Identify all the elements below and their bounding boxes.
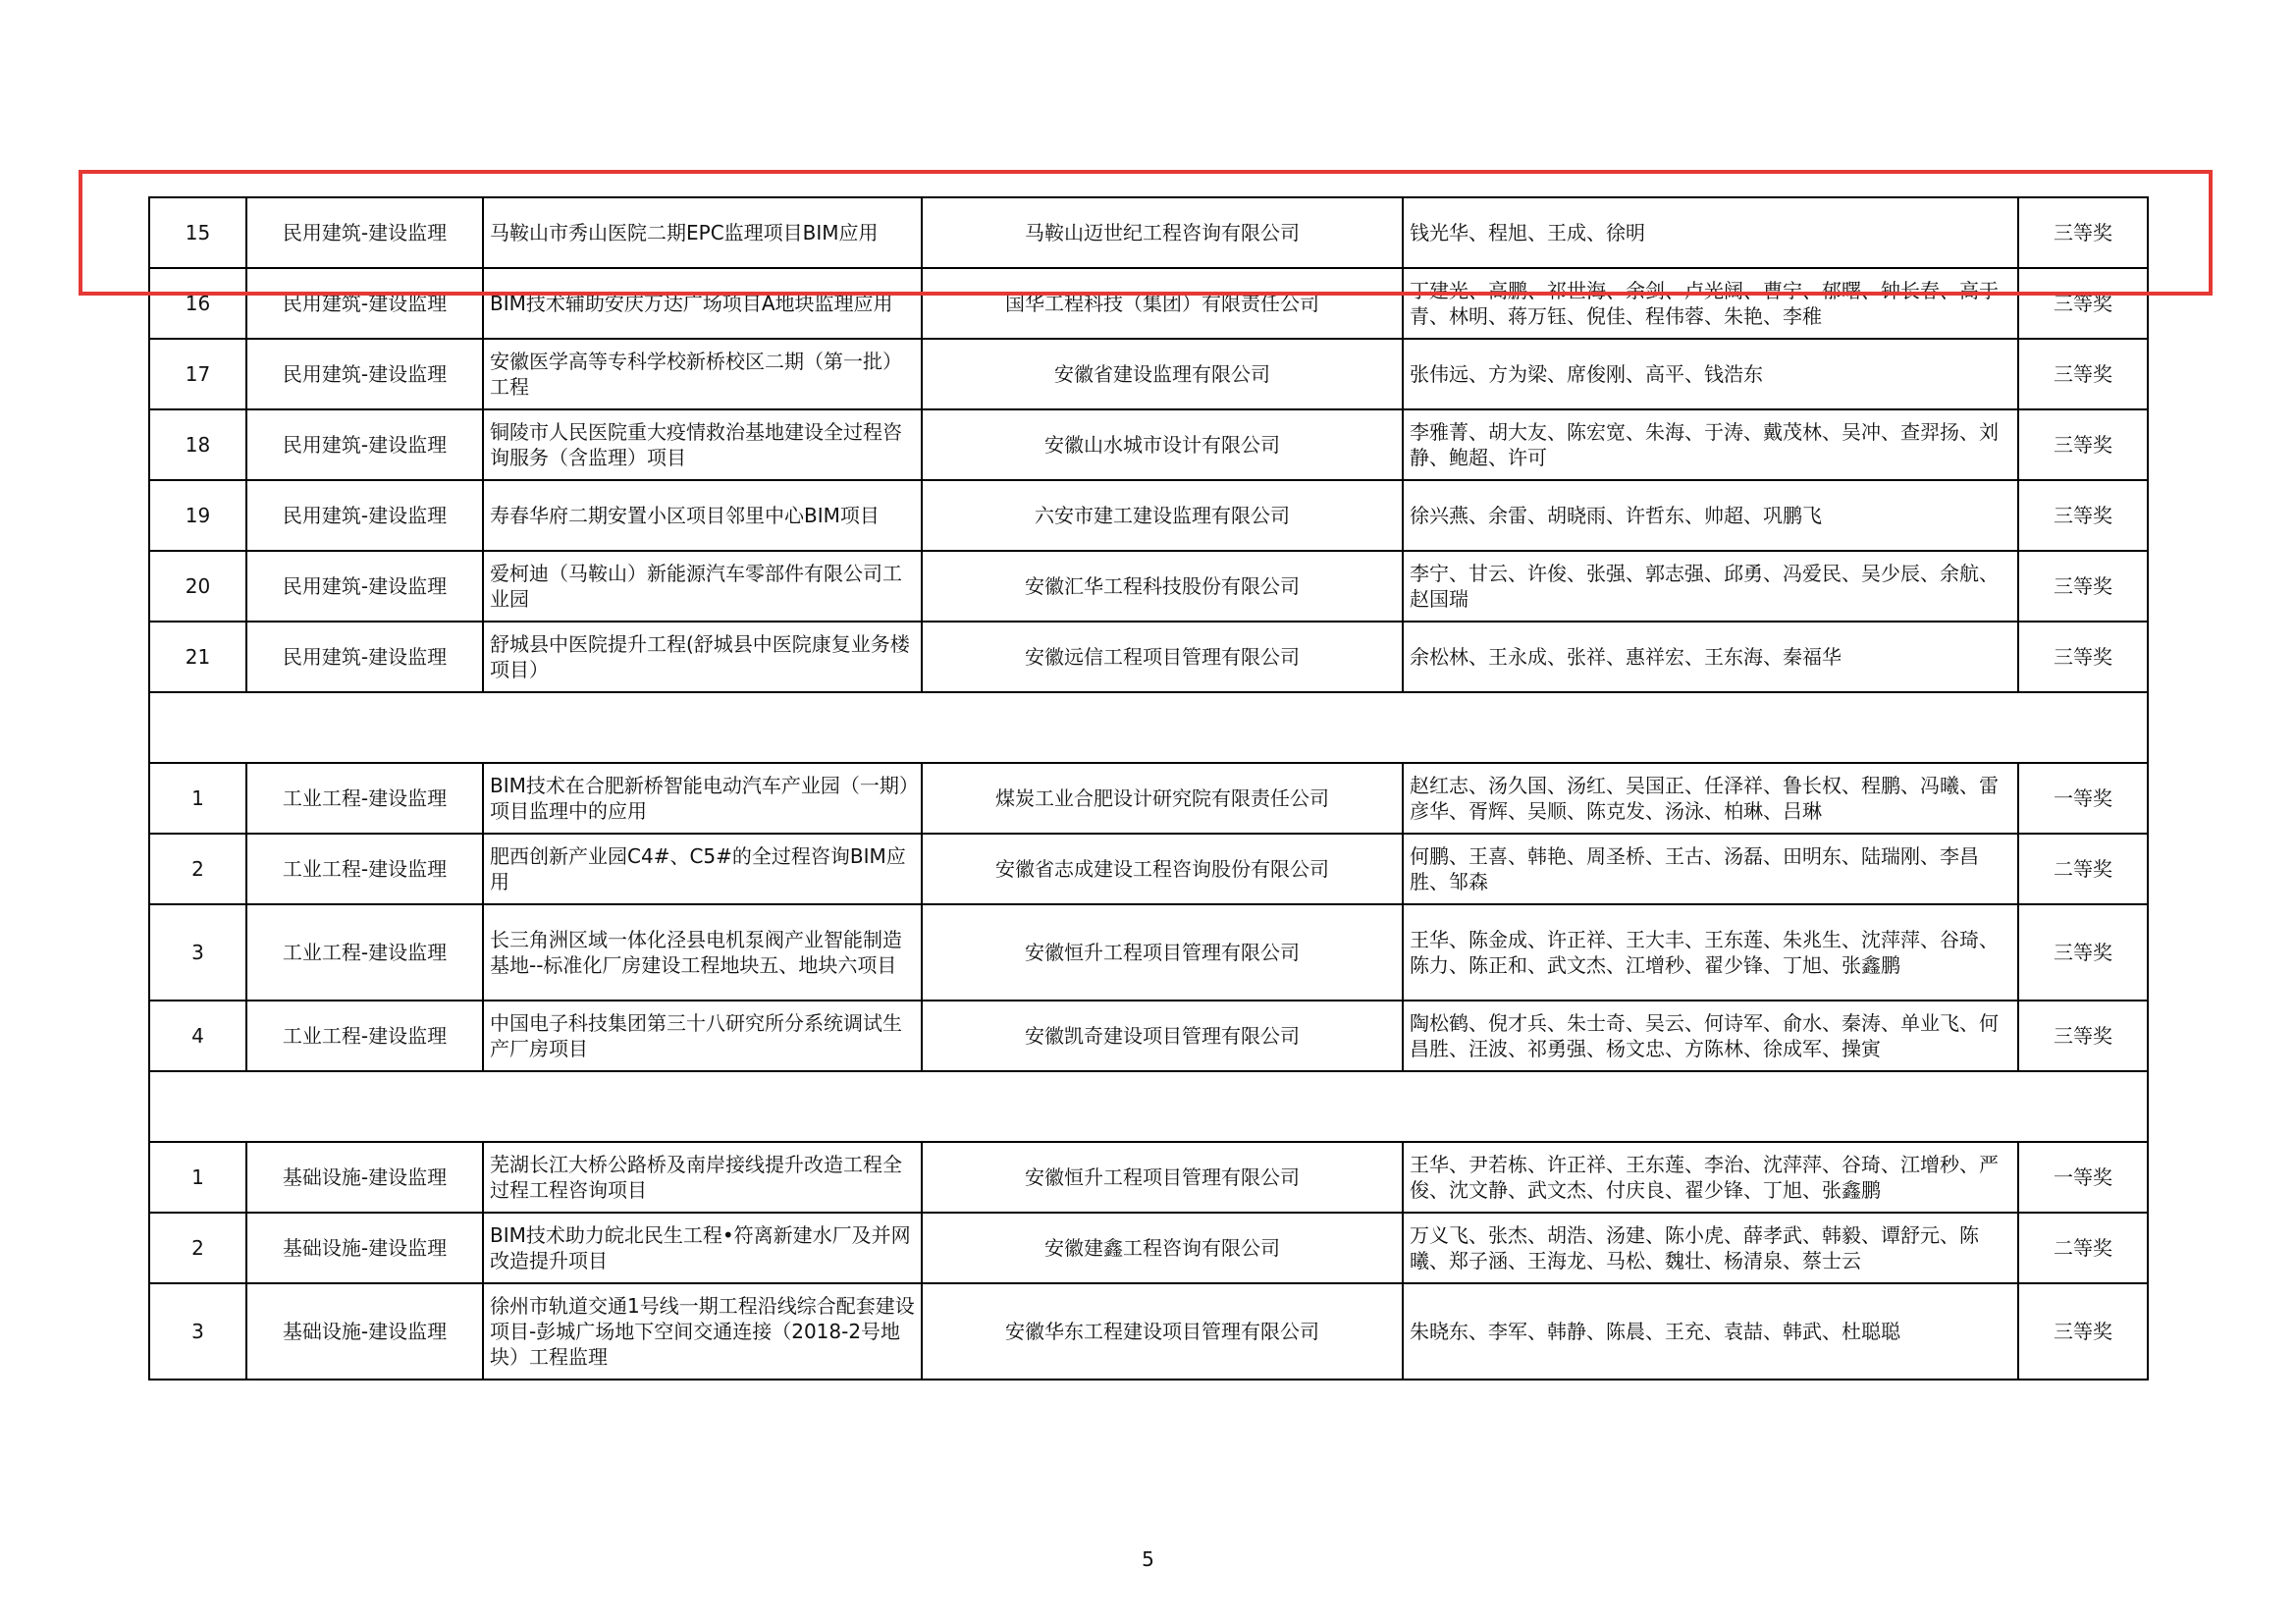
award-level-cell: 三等奖 [2018,904,2148,1001]
award-level-cell: 一等奖 [2018,763,2148,834]
award-level-cell: 三等奖 [2018,197,2148,268]
project-name-cell: BIM技术辅助安庆万达广场项目A地块监理应用 [483,268,922,339]
row-number: 16 [149,268,246,339]
award-level-cell: 三等奖 [2018,268,2148,339]
category-cell: 民用建筑-建设监理 [246,268,483,339]
members-cell: 丁建光、高鹏、祁世海、余剑、卢光阔、曹宁、郁曙、钟长春、高于青、林明、蒋万钰、倪佳、程伟蓉、朱艳、李稚 [1403,268,2018,339]
members-cell: 朱晓东、李军、韩静、陈晨、王充、袁喆、韩武、杜聪聪 [1403,1283,2018,1380]
row-number: 2 [149,834,246,904]
table-row [149,1213,2148,1283]
organization-cell: 马鞍山迈世纪工程咨询有限公司 [922,197,1403,268]
organization-cell: 煤炭工业合肥设计研究院有限责任公司 [922,763,1403,834]
award-level-cell: 一等奖 [2018,1142,2148,1213]
organization-cell: 安徽省志成建设工程咨询股份有限公司 [922,834,1403,904]
category-cell: 民用建筑-建设监理 [246,622,483,692]
table-row [149,480,2148,551]
category-cell: 民用建筑-建设监理 [246,551,483,622]
project-name-cell: 舒城县中医院提升工程(舒城县中医院康复业务楼项目） [483,622,922,692]
row-number: 18 [149,409,246,480]
members-cell: 万义飞、张杰、胡浩、汤建、陈小虎、薛孝武、韩毅、谭舒元、陈曦、郑子涵、王海龙、马松、魏壮、杨清泉、蔡士云 [1403,1213,2018,1283]
award-level-cell: 三等奖 [2018,480,2148,551]
row-number: 19 [149,480,246,551]
award-level-cell: 三等奖 [2018,1283,2148,1380]
table-row [149,339,2148,409]
category-cell: 基础设施-建设监理 [246,1213,483,1283]
table-row [149,551,2148,622]
table-row [149,1283,2148,1380]
project-name-cell: 安徽医学高等专科学校新桥校区二期（第一批）工程 [483,339,922,409]
project-name-cell: 寿春华府二期安置小区项目邻里中心BIM项目 [483,480,922,551]
organization-cell: 安徽华东工程建设项目管理有限公司 [922,1283,1403,1380]
award-level-cell: 三等奖 [2018,622,2148,692]
category-cell: 工业工程-建设监理 [246,763,483,834]
award-level-cell: 三等奖 [2018,409,2148,480]
category-cell: 民用建筑-建设监理 [246,480,483,551]
award-level-cell: 二等奖 [2018,1213,2148,1283]
table-row [149,1142,2148,1213]
organization-cell: 安徽省建设监理有限公司 [922,339,1403,409]
section-separator-row [149,1071,2148,1142]
members-cell: 李宁、甘云、许俊、张强、郭志强、邱勇、冯爱民、吴少辰、余航、赵国瑞 [1403,551,2018,622]
category-cell: 基础设施-建设监理 [246,1142,483,1213]
awards-table [148,196,2149,1380]
category-cell: 基础设施-建设监理 [246,1283,483,1380]
row-number: 3 [149,904,246,1001]
project-name-cell: 爱柯迪（马鞍山）新能源汽车零部件有限公司工业园 [483,551,922,622]
organization-cell: 安徽远信工程项目管理有限公司 [922,622,1403,692]
row-number: 4 [149,1001,246,1071]
organization-cell: 安徽恒升工程项目管理有限公司 [922,904,1403,1001]
table-row [149,904,2148,1001]
row-number: 1 [149,1142,246,1213]
section-separator-cell [149,1071,2148,1142]
table-row [149,197,2148,268]
members-cell: 赵红志、汤久国、汤红、吴国正、任泽祥、鲁长权、程鹏、冯曦、雷彦华、胥辉、吴顺、陈克发、汤泳、柏琳、吕琳 [1403,763,2018,834]
table-row [149,409,2148,480]
project-name-cell: 中国电子科技集团第三十八研究所分系统调试生产厂房项目 [483,1001,922,1071]
row-number: 3 [149,1283,246,1380]
organization-cell: 安徽建鑫工程咨询有限公司 [922,1213,1403,1283]
table-row [149,268,2148,339]
table-row [149,1001,2148,1071]
row-number: 1 [149,763,246,834]
members-cell: 徐兴燕、余雷、胡晓雨、许哲东、帅超、巩鹏飞 [1403,480,2018,551]
row-number: 2 [149,1213,246,1283]
members-cell: 何鹏、王喜、韩艳、周圣桥、王古、汤磊、田明东、陆瑞刚、李昌胜、邹森 [1403,834,2018,904]
category-cell: 工业工程-建设监理 [246,904,483,1001]
project-name-cell: BIM技术助力皖北民生工程•符离新建水厂及并网改造提升项目 [483,1213,922,1283]
project-name-cell: 徐州市轨道交通1号线一期工程沿线综合配套建设项目-彭城广场地下空间交通连接（2018-2号地块）工程监理 [483,1283,922,1380]
project-name-cell: 马鞍山市秀山医院二期EPC监理项目BIM应用 [483,197,922,268]
members-cell: 李雅菁、胡大友、陈宏宽、朱海、于涛、戴茂林、吴冲、查羿扬、刘静、鲍超、许可 [1403,409,2018,480]
row-number: 17 [149,339,246,409]
project-name-cell: BIM技术在合肥新桥智能电动汽车产业园（一期）项目监理中的应用 [483,763,922,834]
project-name-cell: 芜湖长江大桥公路桥及南岸接线提升改造工程全过程工程咨询项目 [483,1142,922,1213]
members-cell: 张伟远、方为梁、席俊刚、高平、钱浩东 [1403,339,2018,409]
members-cell: 王华、尹若栋、许正祥、王东莲、李治、沈萍萍、谷琦、江增秒、严俊、沈文静、武文杰、付庆良、翟少锋、丁旭、张鑫鹏 [1403,1142,2018,1213]
organization-cell: 安徽恒升工程项目管理有限公司 [922,1142,1403,1213]
members-cell: 余松林、王永成、张祥、惠祥宏、王东海、秦福华 [1403,622,2018,692]
category-cell: 民用建筑-建设监理 [246,409,483,480]
award-level-cell: 三等奖 [2018,339,2148,409]
row-number: 21 [149,622,246,692]
organization-cell: 国华工程科技（集团）有限责任公司 [922,268,1403,339]
page-number: 5 [1142,1547,1154,1571]
members-cell: 钱光华、程旭、王成、徐明 [1403,197,2018,268]
organization-cell: 安徽凯奇建设项目管理有限公司 [922,1001,1403,1071]
category-cell: 民用建筑-建设监理 [246,197,483,268]
category-cell: 工业工程-建设监理 [246,1001,483,1071]
organization-cell: 安徽山水城市设计有限公司 [922,409,1403,480]
category-cell: 工业工程-建设监理 [246,834,483,904]
section-separator-cell [149,692,2148,763]
section-separator-row [149,692,2148,763]
project-name-cell: 铜陵市人民医院重大疫情救治基地建设全过程咨询服务（含监理）项目 [483,409,922,480]
category-cell: 民用建筑-建设监理 [246,339,483,409]
organization-cell: 安徽汇华工程科技股份有限公司 [922,551,1403,622]
awards-table-body [149,197,2148,1380]
project-name-cell: 肥西创新产业园C4#、C5#的全过程咨询BIM应用 [483,834,922,904]
row-number: 20 [149,551,246,622]
members-cell: 王华、陈金成、许正祥、王大丰、王东莲、朱兆生、沈萍萍、谷琦、陈力、陈正和、武文杰、江增秒、翟少锋、丁旭、张鑫鹏 [1403,904,2018,1001]
row-number: 15 [149,197,246,268]
members-cell: 陶松鹤、倪才兵、朱士奇、吴云、何诗军、俞水、秦涛、单业飞、何昌胜、汪波、祁勇强、杨文忠、方陈林、徐成军、操寅 [1403,1001,2018,1071]
project-name-cell: 长三角洲区域一体化泾县电机泵阀产业智能制造基地--标准化厂房建设工程地块五、地块六项目 [483,904,922,1001]
award-level-cell: 三等奖 [2018,551,2148,622]
table-row [149,763,2148,834]
organization-cell: 六安市建工建设监理有限公司 [922,480,1403,551]
table-row [149,622,2148,692]
table-row [149,834,2148,904]
award-level-cell: 三等奖 [2018,1001,2148,1071]
award-level-cell: 二等奖 [2018,834,2148,904]
